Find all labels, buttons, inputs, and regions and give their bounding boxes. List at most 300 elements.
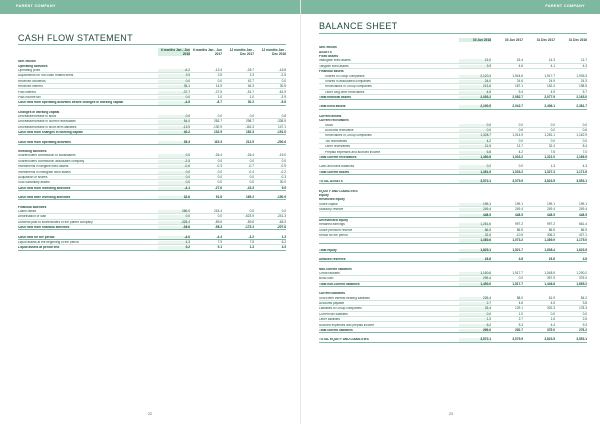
cell-value: 1,175.0 [576,238,587,243]
cell-value: 661.4 [579,222,587,227]
cell-value: 14.5 [215,84,222,89]
cell-value: 15.4 [516,58,523,63]
cell-value: 0.0 [518,164,523,169]
cell-value: -0.9 [280,164,286,169]
row-label: Financial activities [18,205,47,209]
cell-value: 1.3 [281,234,286,239]
cell-value: 397.9 [547,276,555,281]
title-rule [319,33,587,34]
cell-value: 54.0 [158,120,190,123]
row-label: TOTAL EQUITY AND LIABILITIES [319,338,369,342]
cell-value: 230.7 [515,327,523,332]
cell-value: 225.4 [459,297,491,300]
cell-value: 0.0 [518,122,523,127]
row-label: Cash and bank balances [319,165,355,169]
cell-value: -9.6 [280,100,286,105]
cell-value: 9.3 [582,322,587,327]
row-label: Total current assets [319,170,350,174]
cell-value: 0.0 [217,175,222,179]
cell-value: 448.5 [515,212,523,217]
cell-value: 0.2 [158,246,190,249]
cell-value: 30.2 [247,100,254,105]
cell-value: 3,075.9 [512,337,523,342]
cell-value: 5.4 [518,89,523,94]
cell-value: 0.0 [582,311,587,316]
cell-value: 0.0 [158,154,190,157]
row-label: Dividend paid to shareholders of the parent company [18,220,93,224]
cell-value: 302.3 [547,306,555,311]
row-label: Operating profit [18,68,40,72]
cell-value: 1,033.2 [512,169,523,174]
row-label: TOTAL ASSETS [319,180,343,184]
cell-value: 1.0 [249,94,254,99]
cell-value: 4.1 [550,63,555,68]
cell-value: 448.5 [547,212,555,217]
cell-value: 21.5 [459,145,491,148]
row-label: Cash flow after investing activities [18,196,71,200]
cell-value: -190.9 [276,195,286,200]
cell-value: 1.6 [550,317,555,322]
cell-value: 2,120.3 [459,75,491,78]
cell-value: -328.4 [158,221,190,224]
cell-value: -42.3 [246,185,254,190]
row-label: Shareholders contribution to subsidiaries [18,154,76,158]
cell-value: 6.2 [459,324,491,327]
cell-value: 4.5 [550,300,555,305]
cell-value: -241.3 [276,214,286,219]
cell-value: 0.0 [217,169,222,174]
row-label: Sold subsidiary assets [18,181,50,185]
cell-value: 30.6 [279,84,286,89]
cell-value: 0.0 [249,175,254,179]
cell-value: 5.3 [518,322,523,327]
cell-value: 32.6 [158,196,190,199]
row-label: Loans raised [18,209,37,213]
cell-value: 0.0 [550,138,555,143]
cell-value: 199.1 [515,201,523,206]
cell-value: 4.6 [518,300,523,305]
cell-value: 448.5 [459,214,491,217]
column-header: 6 months Jan - Jun 2018 [158,48,190,56]
cell-value: -4.0 [158,236,190,239]
cell-value: 215.4 [214,208,222,213]
cell-value: 306.2 [547,233,555,238]
cell-value: 0.0 [217,180,222,185]
cell-value: 1.0 [518,311,523,316]
cell-value: 24.0 [459,80,491,83]
cell-value: -0.4 [248,169,254,174]
row-label: Adjustments for non-cash related items [18,74,74,78]
cell-value: 0.0 [550,311,555,316]
row-label: Other long-term receivables [325,90,365,94]
cell-value: 0.0 [518,138,523,143]
cell-value: -3.1 [158,187,190,190]
row-label: Cash flow from investing activities [18,186,71,190]
row-label: Accounts payable [319,301,345,305]
cell-value: 1.3 [249,245,254,250]
row-label: Accrued expenses and prepaid income [319,323,375,327]
row-label: Total fixed assets [319,105,346,109]
row-label: Investing activities [18,150,47,154]
cell-value: 0.0 [158,176,190,179]
row-label: Investments in tangible fixed assets [18,165,69,169]
balance-sheet-table [319,38,587,343]
cell-value: 178.3 [579,306,587,311]
title-rule [18,44,286,45]
cell-value: 1,171.6 [576,169,587,174]
page-title: CASH FLOW STATEMENT [18,33,133,43]
row-label: Non-current liabilities [319,267,352,271]
cell-value: 3,823.5 [544,179,555,184]
cell-value: 4.3 [582,164,587,169]
table-rows [18,59,286,251]
cell-value: 4.6 [518,63,523,68]
cell-value: 0.0 [158,96,190,99]
cell-value: 8.4 [582,144,587,149]
cell-value: -4.4 [216,234,222,239]
column-header: 30 Jun 2018 [459,38,491,42]
cell-value: -36.6 [158,226,190,229]
cell-value: 1,014.9 [512,133,523,138]
cell-value: -173.3 [244,225,254,230]
cell-value: 1,380.6 [459,239,491,242]
cell-value: 3.8 [582,300,587,305]
cell-value: -6.2 [158,69,190,72]
row-label: Current tax liabilities [319,312,348,316]
row-label: Operating activities [18,64,48,68]
cell-value: -0.2 [280,169,286,174]
cell-value: 0.0 [158,115,190,118]
cell-value: 3,553.1 [576,179,587,184]
row-label: Stock [325,123,333,127]
cell-value: 9.9 [281,185,286,190]
cell-value: 0.0 [217,114,222,119]
cell-value: 3.9 [158,74,190,77]
cell-value: -0.3 [216,164,222,169]
row-label: Share premium reserve [319,228,353,232]
cell-value: 249.4 [459,208,491,211]
row-label: Intangible fixed assets [319,59,351,63]
row-label: SEK million [18,60,36,64]
row-label: Credit facilities [319,272,340,276]
cell-value: -37.7 [158,91,190,94]
cell-value: -338.9 [276,119,286,124]
header-bar [0,0,300,14]
row-label: Changes in working capital [18,110,60,114]
cell-value: 286.0 [158,210,190,213]
cell-value: 7.5 [217,239,222,244]
cell-value: 0.8 [281,114,286,119]
cell-value: 0.0 [518,276,523,281]
cell-value: 2,042.7 [512,104,523,109]
cell-value: 0.0 [158,171,190,174]
cell-value: 1,517.7 [512,281,523,286]
cell-value: 4.2 [459,140,491,143]
cell-value: 2,381.7 [576,104,587,109]
cell-value: 0.0 [158,181,190,184]
cell-value: 35.1 [158,85,190,88]
cell-value: 0.0 [550,122,555,127]
cell-value: 23.6 [459,258,491,261]
cell-value: -207.6 [276,225,286,230]
cell-value: 4.3 [582,63,587,68]
row-label: Cash flow from operating activities [18,140,71,144]
cell-value: 0.0 [249,208,254,213]
column-headers [319,38,587,42]
cell-value: -89.6 [214,219,222,224]
cell-value: -16.8 [278,67,286,72]
total-row [18,245,286,250]
cell-value: 1,665.2 [576,281,587,286]
column-header: 12 months Jan - Dec 2017 [229,48,254,56]
cell-value: 152.4 [547,84,555,89]
row-label: Shareholders contribution associated company [18,159,85,163]
row-label: Share capital [319,202,338,206]
cell-value: 269.0 [459,329,491,332]
row-label: Result for the period [319,234,348,238]
cell-value: 5.8 [459,151,491,154]
cell-value: 4.2 [518,149,523,154]
cell-value: 1,162.9 [576,133,587,138]
cell-value: 1,261.6 [459,223,491,226]
cell-value: 2.5 [217,73,222,78]
cell-value: -61.9 [278,89,286,94]
row-label: Total current receivables [319,156,357,159]
row-label: Received interest [18,85,43,89]
cell-value: 33.4 [459,307,491,310]
cell-value: 0.0 [550,128,555,133]
row-label: Decrease/increase in current receivables [18,120,76,124]
cell-value: 4.5 [459,91,491,94]
cell-value: 0.0 [582,122,587,127]
cell-value: 46.3 [247,84,254,89]
cell-value: 119.3 [214,139,222,144]
cell-value: 169.2 [246,195,254,200]
row-label: Received dividends [18,79,46,83]
header-label: PARENT COMPANY [545,4,585,8]
cell-value: 1.0 [217,94,222,99]
row-label: SEK million [319,46,337,50]
cell-value: -191.0 [276,130,286,135]
cell-value: 132.9 [214,130,222,135]
row-label: Tangible fixed assets [319,64,349,68]
page-number: 23 [449,412,453,416]
cell-value: 1,033.2 [512,155,523,159]
row-label: Cash flow from operating activities before changes in working capital [18,101,124,105]
cell-value: 448.5 [579,212,587,217]
cell-value: 0.0 [217,158,222,163]
cell-value: 4.4 [550,322,555,327]
cell-value: 2,496.1 [544,104,555,109]
row-label: Cash flow from financial activities [18,226,70,230]
row-label: Current liabilities [319,292,346,296]
cell-value: 0.2 [459,165,491,168]
row-label: Accounts receivable [325,129,354,133]
cell-value: 2,082.7 [512,95,523,100]
cell-value: 40.2 [158,131,190,134]
cell-value: 30.0 [279,180,286,185]
cell-value: -8.7 [216,100,222,105]
row-label: Paid interest [18,90,36,94]
cell-value: 0.0 [158,215,190,218]
row-label: Total non-current liabilities [319,282,360,286]
cell-value: 3.9 [459,65,491,68]
cell-value: 1,048.9 [544,271,555,276]
cell-value: 129.1 [515,306,523,311]
cell-value: 13.0 [459,59,491,62]
row-label: ASSETS [319,50,332,54]
cell-value: 1,150.6 [459,272,491,275]
row-label: Current assets [319,114,342,118]
cell-value: 0.0 [582,138,587,143]
cell-value: -3.9 [280,94,286,99]
row-label: Other liabilities [319,318,340,322]
cell-value: 86.5 [580,227,587,232]
cell-value: 278.2 [579,327,587,332]
cell-value: 1,521.7 [512,247,523,252]
row-label: Decrease/increase in stock [18,115,57,119]
cell-value: -13.4 [214,67,222,72]
row-label: Decrease/increase in short-term liabilities [18,125,77,129]
cell-value: 3,572.1 [459,180,491,183]
row-label: Shares in Group companies [325,74,365,78]
cell-value: 86.5 [516,227,523,232]
row-label: Receivables in Group companies [325,85,372,89]
cell-value: -116.3 [245,124,254,129]
cell-value: -10.5 [515,233,523,238]
cell-value: 0.0 [281,158,286,163]
row-label: Other receivables [325,145,350,149]
cell-value: 1,381.9 [459,171,491,174]
row-label: Retained earnings [319,223,345,227]
cell-value: 86.5 [459,229,491,232]
cell-value: -2.5 [280,73,286,78]
cell-value: 2,077.9 [544,95,555,100]
cell-value: 24.9 [548,78,555,83]
cell-value: -13.9 [158,126,190,129]
cell-value: 199.1 [547,201,555,206]
cell-value: 2.6 [582,317,587,322]
row-label: Total equity [319,248,337,252]
cell-value: 0.0 [249,158,254,163]
row-label: Short-term interest bearing liabilities [319,296,370,300]
cell-value: 299.4 [459,277,491,280]
cell-value: -0.7 [248,164,254,169]
cell-value: 182.3 [246,130,254,135]
column-header: 31 Dec 2016 [568,38,587,42]
cell-value: 147.1 [278,124,286,129]
cell-value: -27.6 [214,185,222,190]
row-label: Current receivables [319,119,349,123]
cell-value: 5.7 [582,89,587,94]
cell-value: 0.0 [217,78,222,83]
cell-value: 0.0 [158,80,190,83]
row-label: Untaxed reserves [319,258,346,262]
cell-value: 1,327.3 [544,169,555,174]
cell-value: -66.3 [278,219,286,224]
cell-value: 1,450.0 [459,283,491,286]
row-label: Liquid assets at period end [18,246,60,250]
cell-value: -26.7 [246,67,254,72]
cell-value: 199.1 [579,201,587,206]
cell-value: 0.0 [459,129,491,132]
row-label: Receivables in Group companies [325,134,372,138]
cell-value: 11.7 [581,58,587,63]
row-label: Tax receivables [325,139,347,143]
cell-value: 32.5 [459,234,491,237]
cell-value: 199.1 [459,203,491,206]
row-label: EQUITY AND LIABILITIES [319,189,358,193]
cell-value: -27.5 [214,89,222,94]
cell-value: 91.8 [215,195,222,200]
cell-value: 263.7 [214,119,222,124]
column-header: 30 Jun 2017 [504,38,523,42]
cell-value: 997.2 [547,222,555,227]
row-label: Fixed assets [319,54,339,58]
balance-sheet-page [300,0,600,424]
cell-value: 1,166.9 [576,155,587,159]
cell-value: -200.6 [276,139,286,144]
cell-value: -623.9 [244,214,254,219]
row-label: Liabilities to Group companies [319,307,362,311]
cell-value: 1,829.1 [459,249,491,252]
cell-value: 1,944.6 [512,73,523,78]
cell-value: 427.1 [579,233,587,238]
cell-value: 1,073.2 [512,238,523,243]
cell-value: 0.0 [281,78,286,83]
cell-value: 2.7 [459,302,491,305]
cell-value: 1,517.7 [512,271,523,276]
cell-value: -130.9 [212,124,222,129]
page-title: BALANCE SHEET [319,21,398,31]
cell-value: 1.3 [459,318,491,321]
row-label: Amortisation of loan [18,215,47,219]
cell-value: 0.6 [582,128,587,133]
cell-value: 35.3 [158,141,190,144]
cell-value: -3.2 [248,234,254,239]
row-label: Unrestricted equity [319,218,349,222]
cell-value: 0.0 [217,214,222,219]
cell-value: 1,623.5 [576,247,587,252]
cell-value: 88.0 [516,295,523,300]
cell-value: -98.3 [214,225,222,230]
total-row [319,337,587,342]
cell-value: 24.6 [516,78,523,83]
cell-value: -26.4 [214,153,222,158]
column-headers [18,48,286,56]
row-label: Prepaid expenses and accrued income [325,150,381,154]
cell-value: 4.3 [158,241,190,244]
header-bar [301,0,600,14]
row-label: Liquid assets at the beginning of the period [18,240,79,244]
cell-value: 375.0 [547,327,555,332]
cell-value: 1,389.9 [544,238,555,243]
header-label: PARENT COMPANY [16,4,56,8]
cell-value: -4.9 [158,101,190,104]
cell-value: 4.8 [582,257,587,262]
cell-value: 1,935.3 [576,73,587,78]
row-label: Bond loan [319,277,334,281]
cell-value: 14.3 [548,58,555,63]
cell-value: 0.0 [459,124,491,127]
cell-value: 1,917.7 [544,73,555,78]
cell-value: -2.5 [158,160,190,163]
cell-value: 2,053.2 [459,96,491,99]
cell-value: 212.5 [246,139,254,144]
cell-value: 6.2 [281,239,286,244]
row-label: Total financial assets [319,96,352,100]
cell-value: 1,328.7 [459,134,491,137]
